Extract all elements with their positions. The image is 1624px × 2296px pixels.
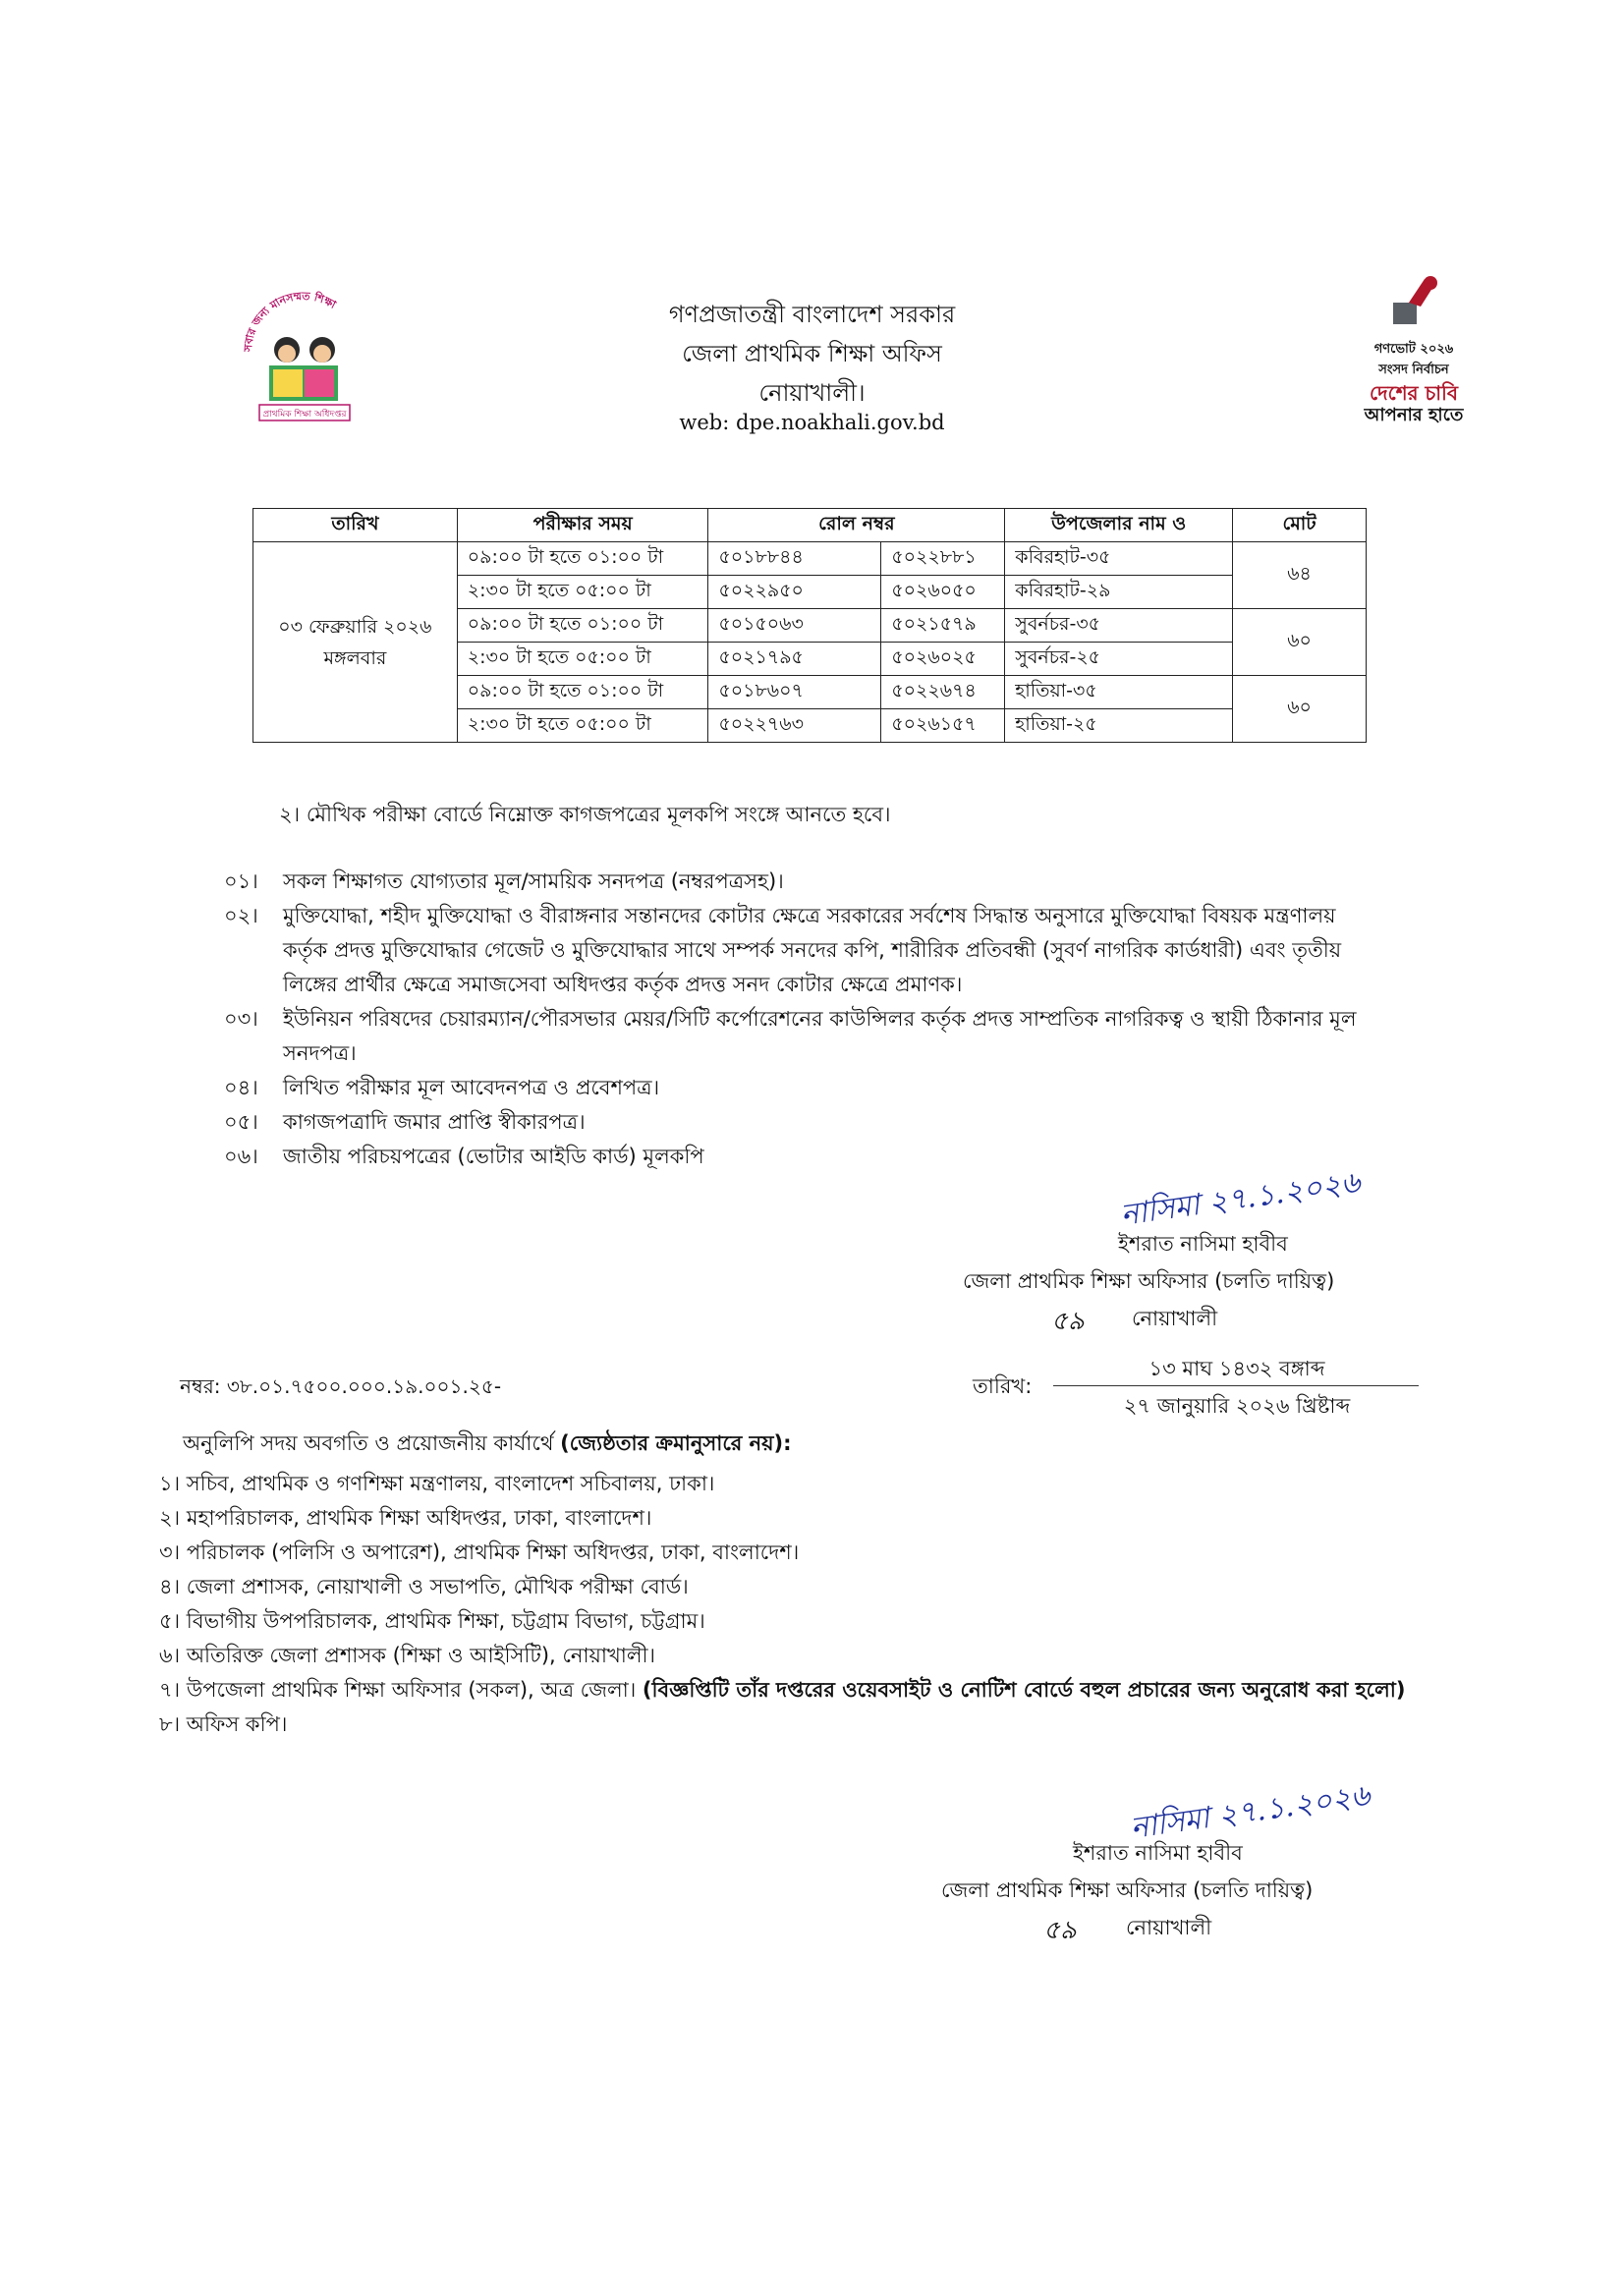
list-item: ৭। উপজেলা প্রাথমিক শিক্ষা অফিসার (সকল), অত্র জেলা। (বিজ্ঞপ্তিটি তাঁর দপ্তরের ওয়েবসাইট ও নোটিশ বোর্ডে বহুল প্রচারের জন্য অনুরোধ করা হলো) (159, 1678, 1406, 1702)
roll-to-cell: ৫০২৬০৫০ (881, 576, 1005, 609)
roll-to-cell: ৫০২২৮৮১ (881, 542, 1005, 576)
total-cell: ৬৪ (1233, 542, 1367, 609)
list-item: ০৫। কাগজপত্রাদি জমার প্রাপ্তি স্বীকারপত্র। (224, 1110, 586, 1134)
header-website: web: dpe.noakhali.gov.bd (679, 411, 945, 434)
cc-intro: অনুলিপি সদয় অবগতি ও প্রয়োজনীয় কার্যার্থে (জ্যেষ্ঠতার ক্রমানুসারে নয়): (183, 1431, 792, 1455)
exam-day: মঙ্গলবার (323, 646, 387, 669)
upazila-cell: হাতিয়া-২৫ (1005, 709, 1233, 743)
list-item: ০২। মুক্তিযোদ্ধা, শহীদ মুক্তিযোদ্ধা ও বীরাঙ্গনার সন্তানদের কোটার ক্ষেত্রে সরকারের সর্বশেষ সিদ্ধান্ত অনুসারে মুক্তিযোদ্ধা বিষয়ক মন্ত্রণালয় কর্তৃক প্রদত্ত মুক্তিযোদ্ধার গেজেট ও মুক্তিযোদ্ধার সাথে সম্পর্ক সনদের কপি, শারীরিক প্রতিবন্ধী (সুবর্ণ নাগরিক কার্ডধারী) এবং তৃতীয় লিঙ্গের প্রার্থীর ক্ষেত্রে সমাজসেবা অধিদপ্তর কর্তৃক প্রদত্ত সনদ কোটার ক্ষেত্রে প্রমাণক। (224, 904, 1342, 996)
list-item: ৪। জেলা প্রশাসক, নোয়াখালী ও সভাপতি, মৌখিক পরীক্ষা বোর্ড। (159, 1575, 689, 1598)
memo-number: নম্বর: ৩৮.০১.৭৫০০.০০০.১৯.০০১.২৫- (180, 1374, 502, 1398)
upazila-cell: হাতিয়া-৩৫ (1005, 676, 1233, 709)
initial-signature: ৫৯ (1051, 1307, 1085, 1336)
signature-scrawl: নাসিমা ২৭.১.২০২৬ (1128, 1778, 1372, 1846)
list-item: ৬। অতিরিক্ত জেলা প্রশাসক (শিক্ষা ও আইসিটি), নোয়াখালী। (159, 1644, 656, 1667)
election-line2: সংসদ নির্বাচন (1378, 363, 1449, 377)
roll-from-cell: ৫০১৮৬০৭ (708, 676, 881, 709)
roll-to-cell: ৫০২৬০২৫ (881, 643, 1005, 676)
list-item: ৫। বিভাগীয় উপপরিচালক, প্রাথমিক শিক্ষা, চট্টগ্রাম বিভাগ, চট্টগ্রাম। (159, 1609, 705, 1633)
roll-from-cell: ৫০২২৭৬৩ (708, 709, 881, 743)
time-cell: ০৯:০০ টা হতে ০১:০০ টা (457, 676, 708, 709)
roll-to-cell: ৫০২২৬৭৪ (881, 676, 1005, 709)
documents-intro: ২। মৌখিক পরীক্ষা বোর্ডে নিম্নোক্ত কাগজপত্রের মূলকপি সংঙ্গে আনতে হবে। (279, 803, 891, 826)
upazila-cell: কবিরহাট-২৯ (1005, 576, 1233, 609)
logo-arc-text: বার জন্য মানসম্মত শিক্ষা (244, 289, 339, 346)
officer-place: নোয়াখালী (1126, 1916, 1212, 1939)
initial-signature: ৫৯ (1043, 1916, 1077, 1945)
logo-caption: প্রাথমিক শিক্ষা অধিদপ্তর (262, 410, 347, 420)
table-row (253, 542, 1367, 576)
memo-date-english: ২৭ জানুয়ারি ২০২৬ খ্রিষ্টাব্দ (1123, 1394, 1351, 1418)
memo-date-label: তারিখ: (973, 1374, 1033, 1398)
time-cell: ২:৩০ টা হতে ০৫:০০ টা (457, 643, 708, 676)
upazila-cell: সুবর্নচর-৩৫ (1005, 609, 1233, 643)
header-office: জেলা প্রাথমিক শিক্ষা অফিস (682, 340, 942, 367)
time-cell: ২:৩০ টা হতে ০৫:০০ টা (457, 709, 708, 743)
header-total: মোট (1233, 509, 1367, 542)
roll-to-cell: ৫০২১৫৭৯ (881, 609, 1005, 643)
list-item: ৩। পরিচালক (পলিসি ও অপারেশ), প্রাথমিক শিক্ষা অধিদপ্তর, ঢাকা, বাংলাদেশ। (159, 1540, 800, 1564)
officer-name: ইশরাত নাসিমা হাবীব (1118, 1232, 1288, 1256)
upazila-cell: সুবর্নচর-২৫ (1005, 643, 1233, 676)
roll-to-cell: ৫০২৬১৫৭ (881, 709, 1005, 743)
list-item: ৮। অফিস কপি। (159, 1712, 288, 1736)
header-roll: রোল নম্বর (708, 509, 1005, 542)
officer-name: ইশরাত নাসিমা হাবীব (1073, 1841, 1243, 1865)
list-item: ১। সচিব, প্রাথমিক ও গণশিক্ষা মন্ত্রণালয়, বাংলাদেশ সচিবালয়, ঢাকা। (159, 1472, 715, 1495)
roll-from-cell: ৫০১৫০৬৩ (708, 609, 881, 643)
cc-list (159, 1467, 1456, 1742)
roll-from-cell: ৫০২২৯৫০ (708, 576, 881, 609)
list-item: ০১। সকল শিক্ষাগত যোগ্যতার মূল/সাময়িক সনদপত্র (নম্বরপত্রসহ)। (224, 869, 784, 893)
list-item: ২। মহাপরিচালক, প্রাথমিক শিক্ষা অধিদপ্তর, ঢাকা, বাংলাদেশ। (159, 1506, 652, 1530)
header-district: নোয়াখালী। (758, 379, 866, 407)
total-cell: ৬০ (1233, 676, 1367, 743)
upazila-cell: কবিরহাট-৩৫ (1005, 542, 1233, 576)
header-time: পরীক্ষার সময় (457, 509, 708, 542)
list-item: ০৬। জাতীয় পরিচয়পত্রের (ভোটার আইডি কার্ড) মূলকপি (224, 1145, 704, 1168)
election-line1: গণভোট ২০২৬ (1373, 342, 1454, 357)
time-cell: ০৯:০০ টা হতে ০১:০০ টা (457, 542, 708, 576)
election-line4: আপনার হাতে (1364, 405, 1464, 425)
roll-from-cell: ৫০১৮৮৪৪ (708, 542, 881, 576)
list-item: ০৩। ইউনিয়ন পরিষদের চেয়ারম্যান/পৌরসভার মেয়র/সিটি কর্পোরেশনের কাউন্সিলর কর্তৃক প্রদত্ত সাম্প্রতিক নাগরিকত্ব ও স্থায়ী ঠিকানার মূল সনদপত্র। (224, 1007, 1357, 1065)
exam-date-cell (253, 542, 458, 743)
exam-schedule-table (252, 508, 1367, 743)
header-upazila: উপজেলার নাম ও (1005, 509, 1233, 542)
signature-scrawl: নাসিমা ২৭.১.২০২৬ (1118, 1165, 1363, 1233)
total-cell: ৬০ (1233, 609, 1367, 676)
time-cell: ২:৩০ টা হতে ০৫:০০ টা (457, 576, 708, 609)
list-item: ০৪। লিখিত পরীক্ষার মূল আবেদনপত্র ও প্রবেশপত্র। (224, 1076, 660, 1099)
officer-title: জেলা প্রাথমিক শিক্ষা অফিসার (চলতি দায়িত্ব) (941, 1878, 1314, 1902)
election-logo (1352, 273, 1476, 450)
roll-from-cell: ৫০২১৭৯৫ (708, 643, 881, 676)
header-government: গণপ্রজাতন্ত্রী বাংলাদেশ সরকার (668, 301, 956, 328)
header-date: তারিখ (253, 509, 458, 542)
requirements-list (224, 865, 1393, 1174)
exam-date: ০৩ ফেব্রুয়ারি ২০২৬ (278, 615, 432, 638)
key-icon (1352, 273, 1476, 332)
officer-place: নোয়াখালী (1132, 1307, 1218, 1330)
election-line3: দেশের চাবি (1370, 381, 1458, 405)
time-cell: ০৯:০০ টা হতে ০১:০০ টা (457, 609, 708, 643)
table-header-row (253, 509, 1367, 542)
date-divider (1053, 1385, 1419, 1386)
officer-title: জেলা প্রাথমিক শিক্ষা অফিসার (চলতি দায়িত্ব) (963, 1269, 1335, 1293)
memo-date-bangla: ১৩ মাঘ ১৪৩২ বঙ্গাব্দ (1148, 1357, 1325, 1380)
